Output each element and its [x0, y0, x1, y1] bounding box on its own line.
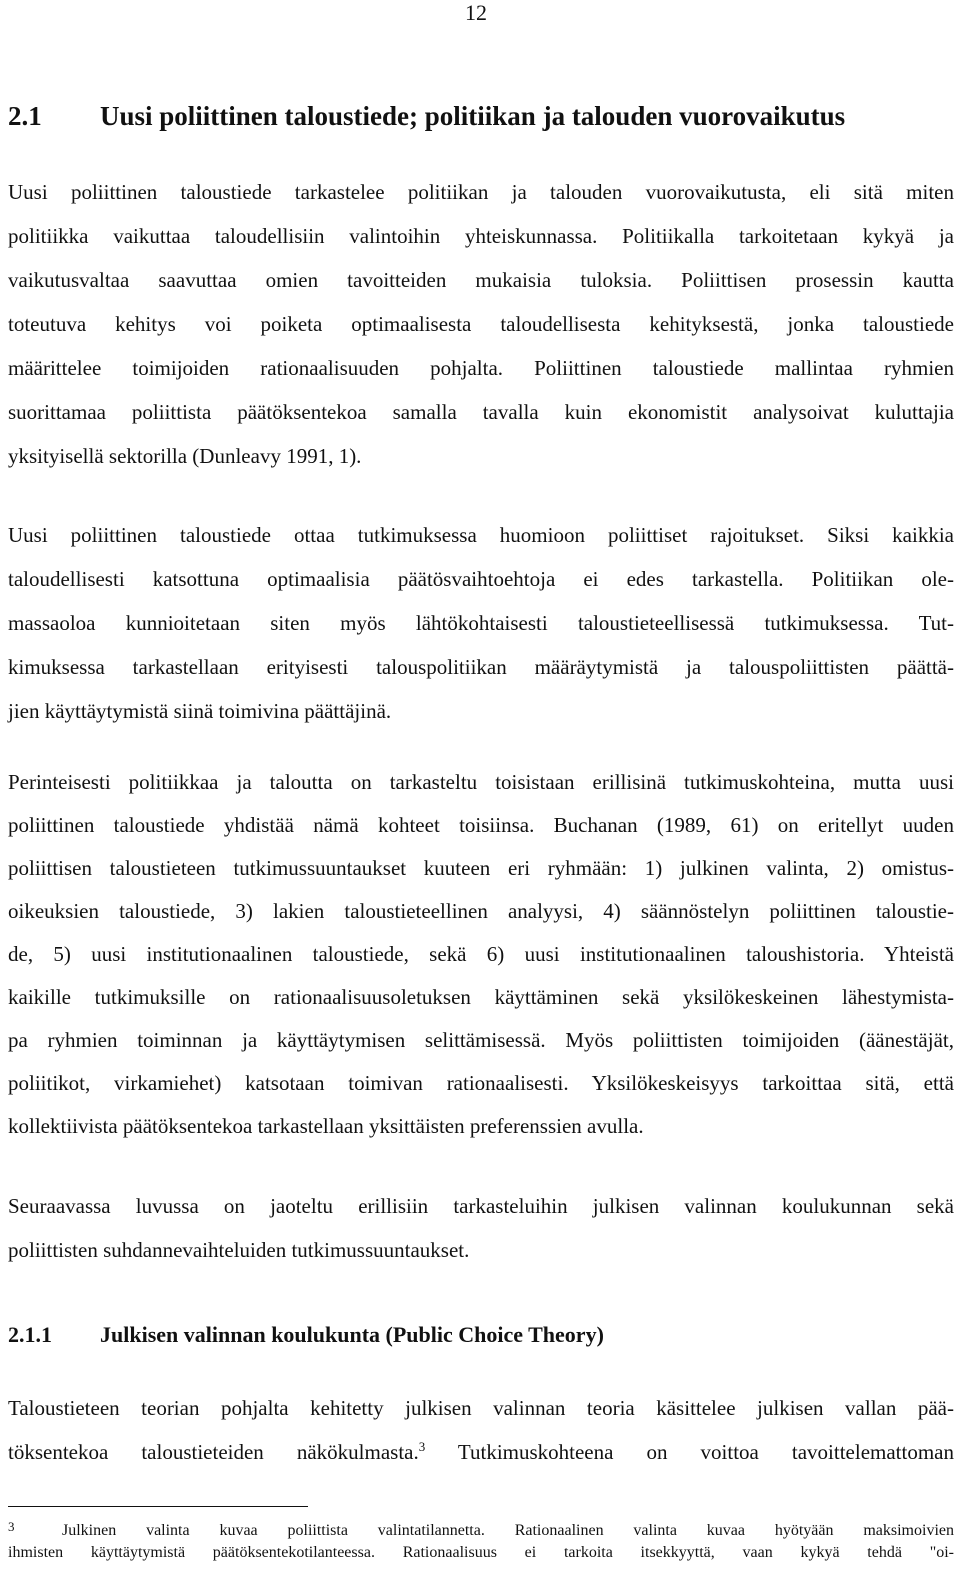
- footnote-line: ihmisten käyttäytymistä päätöksentekotilanteessa. Rationaalisuus ei tarkoita itsekkyyttä, vaan kykyä tehdä "oi-: [8, 1544, 954, 1561]
- paragraph-line: Seuraavassa luvussa on jaoteltu erillisiin tarkasteluihin julkisen valinnan koulukunnan sekä: [8, 1194, 954, 1218]
- section-heading: [8, 98, 940, 134]
- footnote-reference[interactable]: 3: [418, 1439, 426, 1454]
- paragraph-line: yksityisellä sektorilla (Dunleavy 1991, 1).: [8, 444, 362, 468]
- footnote-mark: 3: [8, 1519, 15, 1534]
- paragraph-line: taloudellisesti katsottuna optimaalisia päätösvaihtoehtoja ei edes tarkastella. Politiikan ole-: [8, 567, 954, 591]
- paragraph-line: massaoloa kunnioitetaan siten myös lähtökohtaisesti taloustieteellisessä tutkimuksessa. Tut-: [8, 611, 954, 635]
- text-span: töksentekoa taloustieteiden näkökulmasta.: [8, 1440, 419, 1464]
- paragraph-line: Taloustieteen teorian pohjalta kehitetty julkisen valinnan teoria käsittelee julkisen vallan pää-: [8, 1396, 954, 1420]
- paragraph-line: poliitikot, virkamiehet) katsotaan toimivan rationaalisesti. Yksilökeskeisyys tarkoittaa sitä, että: [8, 1071, 954, 1095]
- paragraph-line: toteutuva kehitys voi poiketa optimaalisesta taloudellisesta kehityksestä, jonka taloustiede: [8, 312, 954, 336]
- paragraph-line: kollektiivista päätöksentekoa tarkastellaan yksittäisten preferenssien avulla.: [8, 1114, 644, 1138]
- subsection-number: 2.1.1: [8, 1322, 52, 1347]
- section-number: 2.1: [8, 101, 42, 131]
- footnote-line: [8, 1520, 954, 1542]
- paragraph-line: poliittisen taloustieteen tutkimussuuntaukset kuuteen eri ryhmään: 1) julkinen valinta, 2) omistus-: [8, 856, 954, 880]
- paragraph-line: vaikutusvaltaa saavuttaa omien tavoitteiden mukaisia tuloksia. Poliittisen prosessin kautta: [8, 268, 954, 292]
- page-number: 12: [465, 0, 487, 25]
- paragraph-line: Uusi poliittinen taloustiede tarkastelee politiikan ja talouden vuorovaikutusta, eli sitä miten: [8, 180, 954, 204]
- paragraph-line: jien käyttäytymistä siinä toimivina päättäjinä.: [8, 699, 392, 723]
- footnote-divider: [8, 1506, 308, 1507]
- paragraph-line: oikeuksien taloustiede, 3) lakien taloustieteellinen analyysi, 4) säännöstelyn poliittinen taloustie-: [8, 899, 954, 923]
- paragraph-line: pa ryhmien toiminnan ja käyttäytymisen selittämisessä. Myös poliittisten toimijoiden (äänestäjät,: [8, 1028, 954, 1052]
- section-title: Uusi poliittinen taloustiede; politiikan ja talouden vuorovaikutus: [100, 101, 846, 131]
- paragraph-line: kaikille tutkimuksille on rationaalisuusoletuksen käyttäminen sekä yksilökeskeinen lähestymista-: [8, 985, 954, 1009]
- paragraph-line: poliittisten suhdannevaihteluiden tutkimussuuntaukset.: [8, 1238, 470, 1262]
- paragraph-line: de, 5) uusi institutionaalinen taloustiede, sekä 6) uusi institutionaalinen taloushistoria. Yhteistä: [8, 942, 954, 966]
- subsection-heading: [8, 1320, 604, 1350]
- paragraph-line: Perinteisesti politiikkaa ja taloutta on tarkasteltu toisistaan erillisinä tutkimuskohteina, mutta uusi: [8, 770, 954, 794]
- footnote-text: Julkinen valinta kuvaa poliittista valintatilannetta. Rationaalinen valinta kuvaa hyötyään maksimoivien: [62, 1522, 954, 1539]
- paragraph-line: kimuksessa tarkastellaan erityisesti talouspolitiikan määräytymistä ja talouspoliittisten päättä-: [8, 655, 954, 679]
- paragraph-line: [8, 1430, 954, 1474]
- paragraph-line: määrittelee toimijoiden rationaalisuuden pohjalta. Poliittinen taloustiede mallintaa ryhmien: [8, 356, 954, 380]
- text-span: Tutkimuskohteena on voittoa tavoittelemattoman: [425, 1440, 955, 1464]
- paragraph-line: Uusi poliittinen taloustiede ottaa tutkimuksessa huomioon poliittiset rajoitukset. Siksi kaikkia: [8, 523, 954, 547]
- subsection-title: Julkisen valinnan koulukunta (Public Choice Theory): [100, 1322, 604, 1347]
- paragraph-line: poliittinen taloustiede yhdistää nämä kohteet toisiinsa. Buchanan (1989, 61) on eritellyt uuden: [8, 813, 954, 837]
- paragraph-line: suorittamaa poliittista päätöksentekoa samalla tavalla kuin ekonomistit analysoivat kuluttajia: [8, 400, 954, 424]
- paragraph-line: politiikka vaikuttaa taloudellisiin valintoihin yhteiskunnassa. Politiikalla tarkoitetaan kykyä ja: [8, 224, 954, 248]
